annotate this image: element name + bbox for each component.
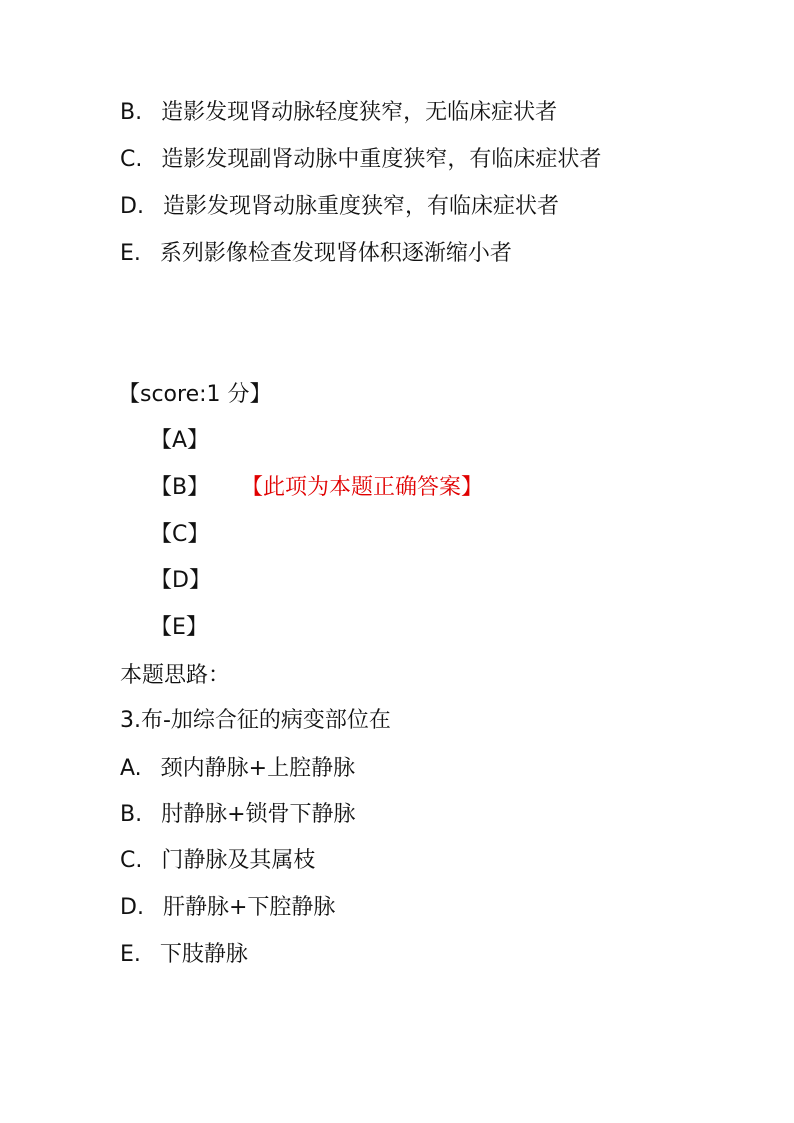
option-label: C.	[120, 848, 143, 873]
q3-option-a	[120, 755, 355, 783]
option-text: 造影发现副肾动脉中重度狭窄，有临床症状者	[161, 147, 602, 172]
option-text: 造影发现肾动脉轻度狭窄，无临床症状者	[161, 100, 558, 125]
option-label: E.	[120, 241, 141, 266]
thinking-label: 本题思路：	[120, 663, 231, 688]
correct-answer-mark: 【此项为本题正确答案】	[241, 475, 484, 500]
answer-label: 【A】	[150, 428, 210, 453]
option-label: B.	[120, 100, 143, 125]
q2-option-b	[120, 99, 557, 127]
answer-label: 【E】	[150, 615, 208, 640]
option-text: 门静脉及其属枝	[161, 848, 316, 873]
question3-stem: 3.布-加综合征的病变部位在	[120, 708, 391, 733]
option-label: C.	[120, 147, 143, 172]
answer-row-c	[150, 521, 234, 549]
option-label: E.	[120, 942, 141, 967]
q2-option-d	[120, 193, 559, 221]
q3-option-b	[120, 801, 356, 829]
option-label: B.	[120, 802, 143, 827]
q3-option-c	[120, 847, 315, 875]
answer-label: 【C】	[150, 522, 210, 547]
option-label: A.	[120, 756, 142, 781]
answer-label: 【D】	[150, 568, 211, 593]
option-text: 肘静脉+锁骨下静脉	[161, 802, 356, 827]
q2-option-e	[120, 240, 512, 268]
answer-row-a	[150, 427, 234, 455]
option-text: 下肢静脉	[159, 942, 248, 967]
option-label: D.	[120, 895, 144, 920]
answer-row-b	[150, 474, 483, 502]
q3-option-e	[120, 941, 248, 969]
option-text: 肝静脉+下腔静脉	[162, 895, 336, 920]
answer-label: 【B】	[150, 475, 210, 500]
q3-option-d	[120, 894, 335, 922]
q2-option-c	[120, 146, 601, 174]
option-label: D.	[120, 194, 144, 219]
option-text: 颈内静脉+上腔静脉	[160, 756, 356, 781]
answer-row-d	[150, 567, 234, 595]
score-line: 【score:1 分】	[118, 382, 272, 407]
answer-row-e	[150, 614, 234, 642]
option-text: 系列影像检查发现肾体积逐渐缩小者	[159, 241, 512, 266]
option-text: 造影发现肾动脉重度狭窄，有临床症状者	[162, 194, 559, 219]
